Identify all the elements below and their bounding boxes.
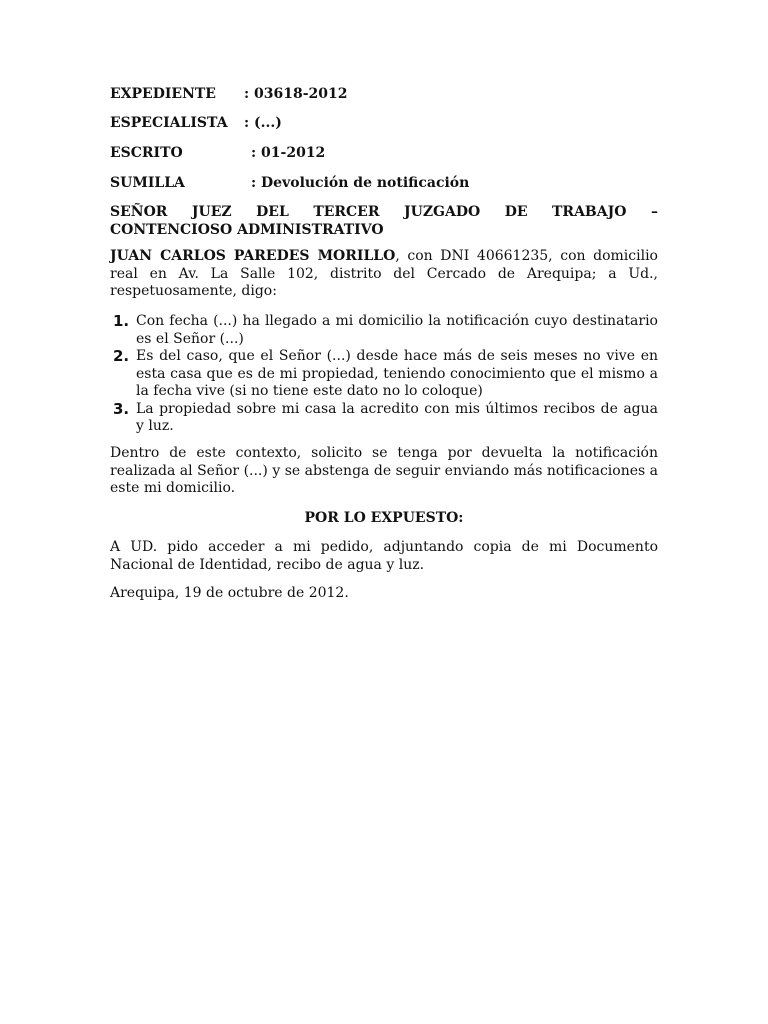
address-word: SEÑOR — [110, 204, 168, 220]
list-item-text: La propiedad sobre mi casa la acredito con mis últimos recibos de agua y luz. — [136, 400, 658, 434]
por-lo-expuesto-heading: POR LO EXPUESTO: — [304, 510, 464, 526]
especialista-value: : (...) — [244, 115, 282, 131]
address-line-1 — [110, 204, 658, 222]
especialista-label: ESPECIALISTA — [110, 115, 228, 131]
list-item-text: Es del caso, que el Señor (...) desde hace más de seis meses no vive en esta casa que es de mi propiedad, teniendo conocimiento que el mismo a la fecha vive (si no tiene este dato no lo coloque) — [136, 348, 658, 399]
address-word: DEL — [256, 204, 289, 220]
address-word: TRABAJO — [552, 204, 627, 220]
address-word: DE — [504, 204, 528, 220]
sumilla-label: SUMILLA — [110, 175, 185, 191]
list-item — [110, 348, 658, 401]
expediente-value: : 03618-2012 — [244, 86, 348, 102]
intro-text: , con DNI 40661235, con domicilio real en Av. La Salle 102, distrito del Cercado de Arequipa; a Ud., respetuosamente, digo: — [110, 248, 658, 299]
address-word: JUZGADO — [403, 204, 481, 220]
list-item-number: 3. — [113, 399, 130, 418]
list-item-number: 1. — [113, 312, 130, 330]
petitioner-name: JUAN CARLOS PAREDES MORILLO — [110, 248, 396, 264]
expediente-label: EXPEDIENTE — [110, 86, 216, 102]
address-line-2: CONTENCIOSO ADMINISTRATIVO — [110, 221, 384, 238]
address-word: – — [650, 204, 658, 220]
context-paragraph: Dentro de este contexto, solicito se tenga por devuelta la notificación realizada al Señor (...) y se abstenga de seguir enviando más notificaciones a este mi domicilio. — [110, 445, 658, 496]
intro-paragraph — [110, 248, 658, 301]
address-word: TERCER — [313, 204, 380, 220]
address-word: JUEZ — [191, 204, 232, 220]
request-paragraph: A UD. pido acceder a mi pedido, adjuntando copia de mi Documento Nacional de Identidad, recibo de agua y luz. — [110, 539, 658, 573]
points-list — [110, 313, 658, 436]
list-item — [110, 401, 658, 436]
escrito-label: ESCRITO — [110, 145, 183, 161]
list-item-text: Con fecha (...) ha llegado a mi domicilio la notificación cuyo destinatario es el Señor (...) — [136, 313, 658, 347]
date-line: Arequipa, 19 de octubre de 2012. — [110, 585, 349, 601]
sumilla-value: : Devolución de notificación — [251, 175, 470, 191]
list-item-number: 2. — [113, 347, 130, 365]
escrito-value: : 01-2012 — [251, 145, 326, 161]
list-item — [110, 313, 658, 348]
judge-address — [110, 204, 658, 239]
